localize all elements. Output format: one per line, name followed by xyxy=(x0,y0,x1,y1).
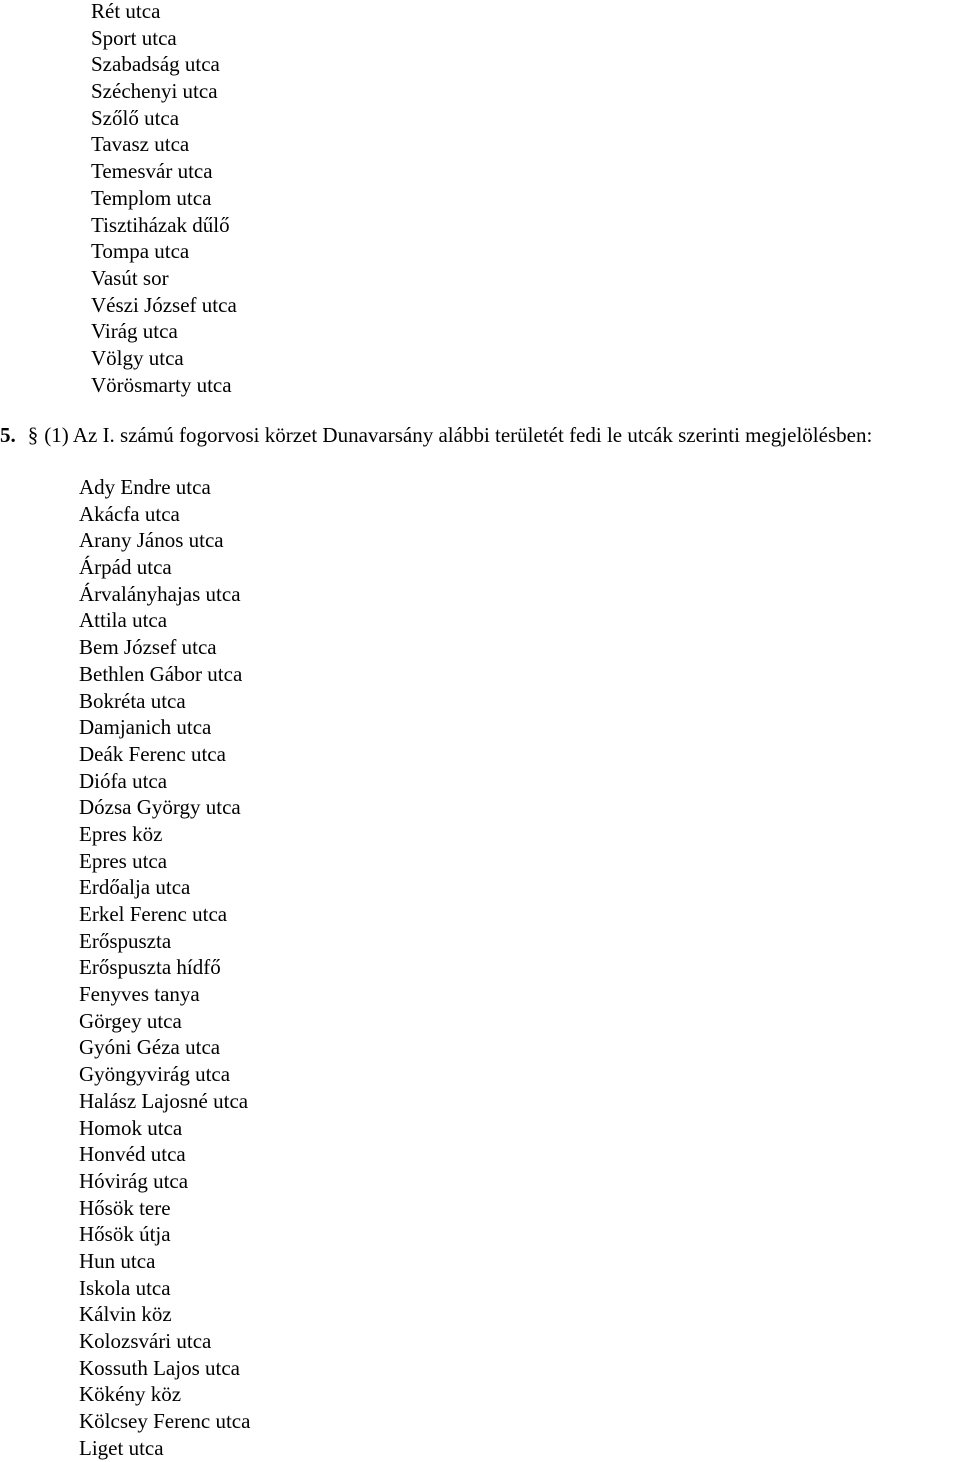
street-list-item: Sport utca xyxy=(91,25,177,50)
street-list-item: Rét utca xyxy=(91,0,161,23)
street-list-item: Gyöngyvirág utca xyxy=(79,1062,231,1087)
street-list-item: Erkel Ferenc utca xyxy=(79,902,228,926)
street-list-item: Vészi József utca xyxy=(91,292,237,317)
street-list-item: Damjanich utca xyxy=(79,715,212,740)
street-list-item: Temesvár utca xyxy=(91,159,213,184)
street-list-item: Virág utca xyxy=(91,319,178,344)
street-list-item: Hősök tere xyxy=(79,1195,171,1220)
street-list-item: Halász Lajosné utca xyxy=(79,1088,249,1113)
street-list-item: Görgey utca xyxy=(79,1008,182,1033)
street-list-item: Kökény köz xyxy=(79,1382,182,1407)
street-list-item: Gyóni Géza utca xyxy=(79,1035,221,1060)
section-text: (1) Az I. számú fogorvosi körzet Dunavarsány alábbi területét fedi le utcák szerinti megjelölésben: xyxy=(44,423,873,447)
street-list-item: Bem József utca xyxy=(79,635,217,660)
street-list-item: Templom utca xyxy=(91,185,212,210)
street-list-item: Bethlen Gábor utca xyxy=(79,661,243,686)
section-paragraph xyxy=(0,421,872,449)
street-list-item: Tavasz utca xyxy=(91,132,190,157)
street-list-item: Diófa utca xyxy=(79,768,168,793)
street-list-item: Arany János utca xyxy=(79,528,224,553)
street-list-item: Erdőalja utca xyxy=(79,875,191,900)
street-list-item: Szabadság utca xyxy=(91,52,220,77)
street-list-item: Kölcsey Ferenc utca xyxy=(79,1409,251,1434)
street-list-item: Deák Ferenc utca xyxy=(79,741,226,766)
street-list-item: Vörösmarty utca xyxy=(91,372,232,397)
street-list-item: Vasút sor xyxy=(91,265,169,290)
street-list-item: Árpád utca xyxy=(79,555,172,580)
street-list-item: Fenyves tanya xyxy=(79,982,200,1007)
street-list-continued xyxy=(91,0,237,398)
street-list-item: Tisztiházak dűlő xyxy=(91,212,230,237)
street-list-item: Hősök útja xyxy=(79,1222,171,1247)
section-number: 5. xyxy=(0,423,16,447)
street-list-item: Liget utca xyxy=(79,1435,164,1460)
street-list-item: Hóvirág utca xyxy=(79,1168,189,1193)
street-list-item: Hun utca xyxy=(79,1248,156,1273)
street-list-item: Homok utca xyxy=(79,1115,183,1140)
street-list-item: Honvéd utca xyxy=(79,1142,186,1167)
street-list-item: Kálvin köz xyxy=(79,1302,172,1327)
street-list-item: Iskola utca xyxy=(79,1275,171,1300)
street-list-district-1 xyxy=(79,474,250,1461)
street-list-item: Szőlő utca xyxy=(91,105,180,130)
street-list-item: Ady Endre utca xyxy=(79,475,211,499)
street-list-item: Széchenyi utca xyxy=(91,79,218,104)
street-list-item: Tompa utca xyxy=(91,239,190,264)
street-list-item: Bokréta utca xyxy=(79,688,186,713)
street-list-item: Kolozsvári utca xyxy=(79,1329,212,1353)
street-list-item: Kossuth Lajos utca xyxy=(79,1355,240,1380)
street-list-item: Epres köz xyxy=(79,821,163,846)
section-symbol: § xyxy=(27,423,39,447)
street-list-item: Attila utca xyxy=(79,608,168,633)
street-list-item: Dózsa György utca xyxy=(79,795,241,820)
street-list-item: Árvalányhajas utca xyxy=(79,581,241,606)
street-list-item: Völgy utca xyxy=(91,345,184,370)
street-list-item: Erőspuszta xyxy=(79,928,172,953)
street-list-item: Akácfa utca xyxy=(79,501,180,526)
street-list-item: Epres utca xyxy=(79,848,168,873)
street-list-item: Erőspuszta hídfő xyxy=(79,955,221,980)
